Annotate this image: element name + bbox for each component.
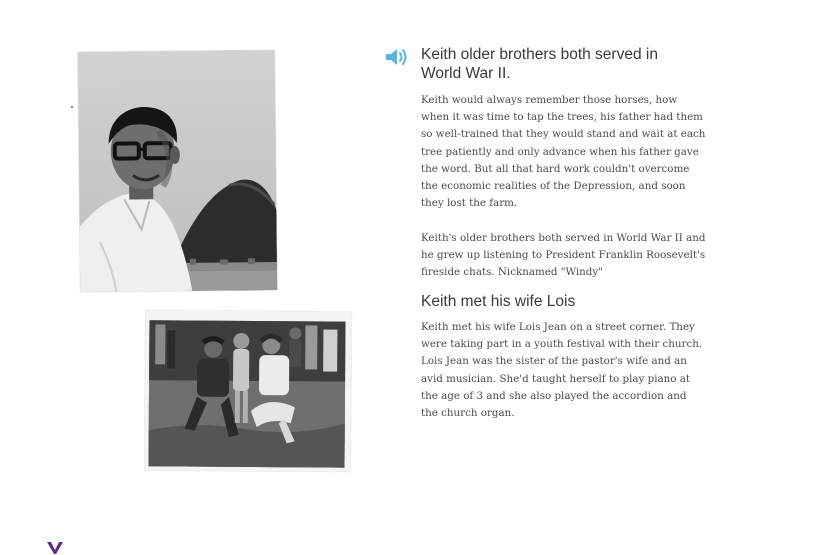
family-photo: [144, 310, 351, 471]
story-paragraph-brothers: Keith's older brothers both served in World War II and he grew up listening to President Franklin Roosevelt's fireside chats. Nicknamed "Windy": [421, 230, 706, 282]
footer-brand: [46, 541, 64, 555]
section-heading-brothers: Keith older brothers both served in World War II.: [421, 45, 671, 83]
brand-logo-icon: [46, 541, 64, 555]
portrait-photo: [78, 50, 278, 292]
section-heading-lois: Keith met his wife Lois: [421, 292, 721, 311]
story-paragraph-farm: Keith would always remember those horses, how when it was time to tap the trees, his father had them so well-trained that they would stand and wait at each tree patiently and only advance when his father gave the word. But all that hard work couldn't overcome the economic realities of the Depression, and soon they lost the farm.: [421, 92, 706, 212]
speaker-icon[interactable]: [384, 46, 410, 68]
margin-mark: [71, 106, 73, 108]
story-paragraph-lois: Keith met his wife Lois Jean on a street corner. They were taking part in a youth festival with their church. Lois Jean was the sister of the pastor's wife and an avid musician. She'd taught herself to play piano at the age of 3 and she also played the accordion and the church organ.: [421, 319, 706, 422]
family-photo-image: [144, 310, 351, 471]
portrait-photo-image: [78, 50, 278, 292]
